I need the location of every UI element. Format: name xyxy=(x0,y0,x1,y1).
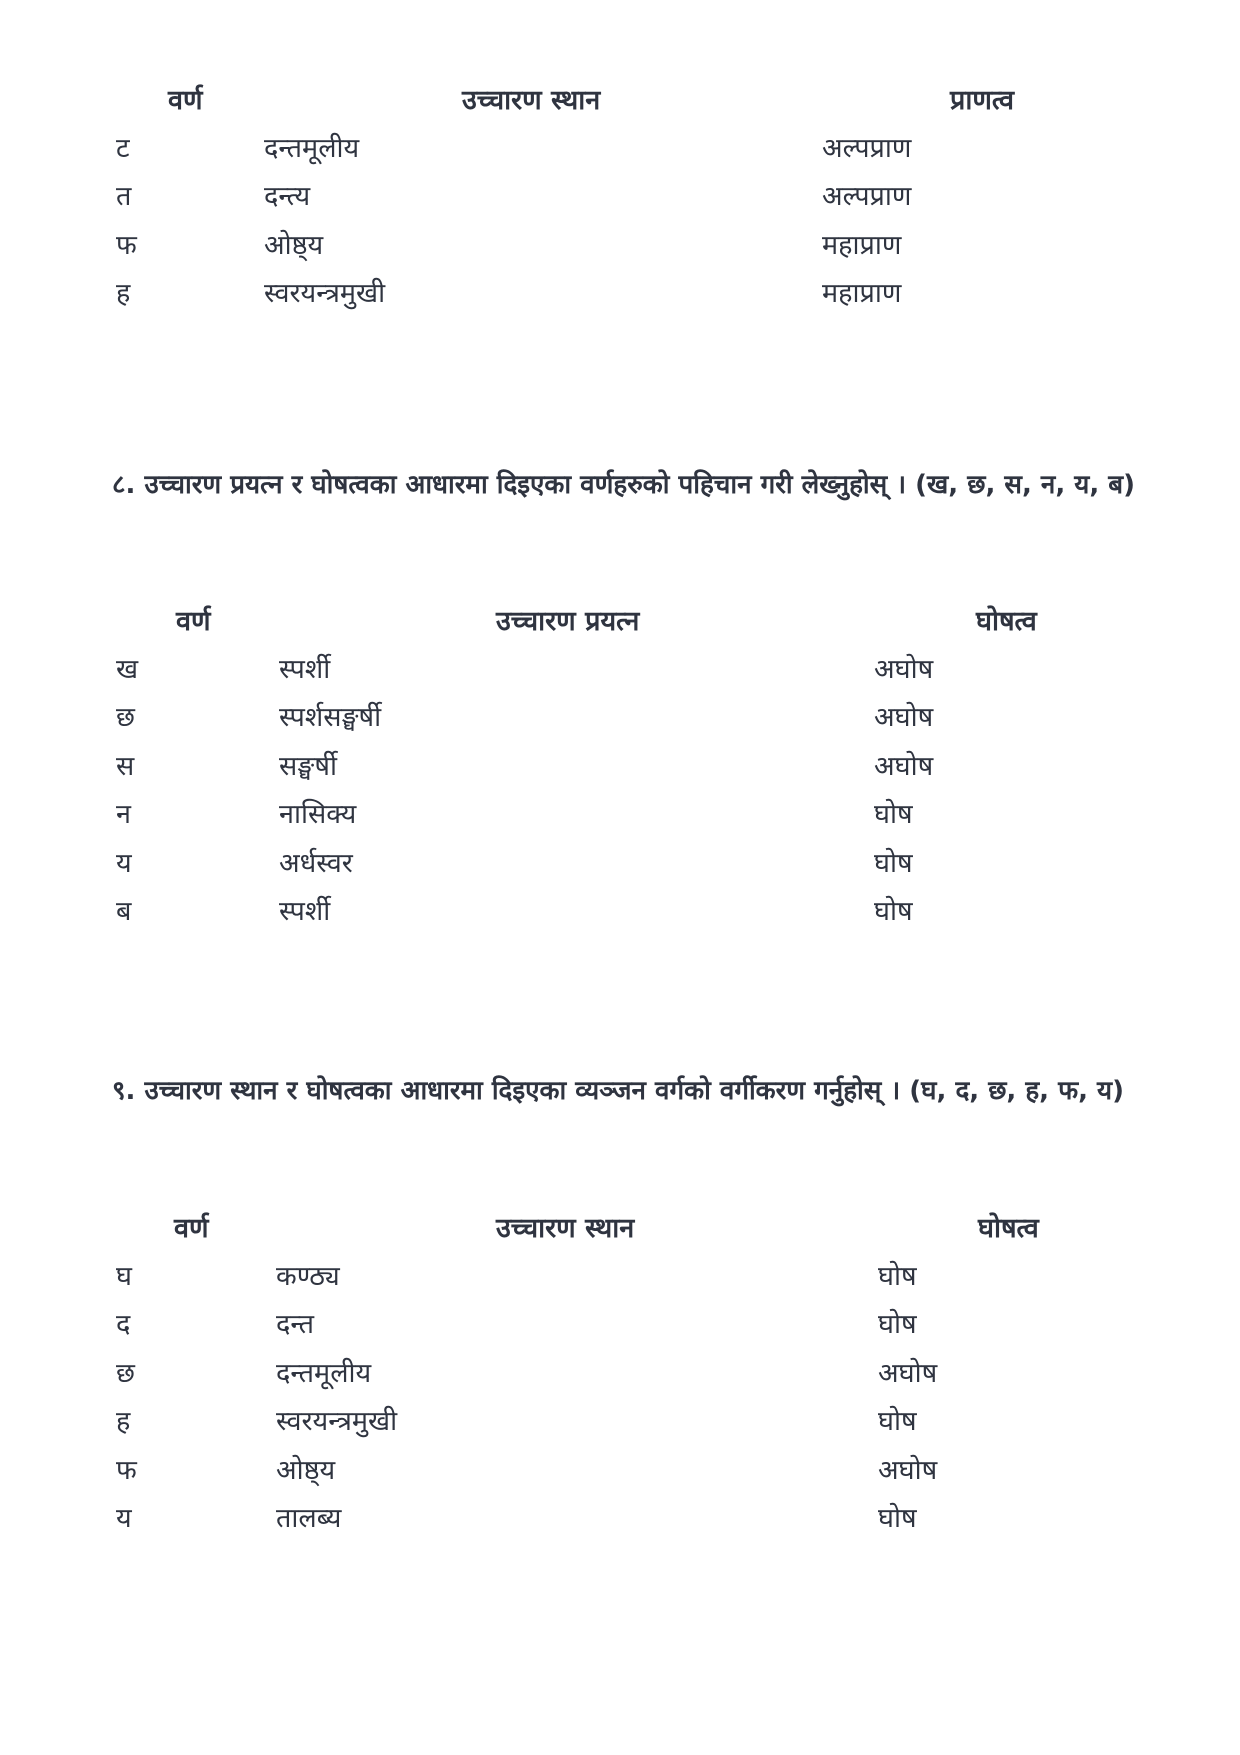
table-row xyxy=(116,794,1126,842)
header-uchcharan-sthan: उच्चारण स्थान xyxy=(462,85,601,116)
cell-varna: त xyxy=(116,181,132,213)
table-row xyxy=(116,1498,1126,1546)
cell-varna: फ xyxy=(116,1454,137,1486)
cell-sthan: दन्त xyxy=(276,1309,315,1341)
table-header xyxy=(116,1208,1126,1256)
cell-sthan: तालब्य xyxy=(276,1502,342,1534)
header-varna: वर्ण xyxy=(176,606,211,637)
table-row xyxy=(116,128,1126,176)
cell-sthan: दन्तमूलीय xyxy=(276,1357,372,1389)
cell-ghoshatva: घोष xyxy=(878,1502,917,1534)
cell-varna: द xyxy=(116,1309,131,1341)
cell-sthan: कण्ठ्य xyxy=(276,1261,340,1292)
cell-varna: य xyxy=(116,1502,132,1534)
cell-prayatna: स्पर्शी xyxy=(279,654,331,685)
table-row xyxy=(116,697,1126,745)
table-row xyxy=(116,176,1126,224)
table-header xyxy=(116,80,1126,128)
table-row xyxy=(116,843,1126,891)
cell-sthan: दन्तमूलीय xyxy=(264,133,360,164)
cell-sthan: स्वरयन्त्रमुखी xyxy=(276,1406,398,1438)
cell-varna: छ xyxy=(116,1357,135,1389)
cell-varna: ख xyxy=(116,654,139,685)
cell-varna: ब xyxy=(116,895,132,927)
cell-ghoshatva: घोष xyxy=(874,799,913,831)
table-row xyxy=(116,891,1126,939)
table-row xyxy=(116,1353,1126,1401)
table-pranatva xyxy=(116,80,1126,322)
cell-varna: ह xyxy=(116,1406,131,1438)
cell-varna: फ xyxy=(116,229,137,261)
table-row xyxy=(116,1450,1126,1498)
cell-sthan: दन्त्य xyxy=(264,181,311,213)
cell-ghoshatva: अघोष xyxy=(878,1454,938,1486)
cell-varna: न xyxy=(116,799,131,831)
table-row xyxy=(116,273,1126,321)
cell-ghoshatva: अघोष xyxy=(874,702,934,734)
cell-ghoshatva: घोष xyxy=(878,1406,917,1438)
cell-prayatna: सङ्घर्षी xyxy=(279,750,337,782)
cell-varna: य xyxy=(116,847,132,879)
cell-ghoshatva: घोष xyxy=(874,847,913,879)
cell-prayatna: नासिक्य xyxy=(279,799,357,831)
cell-sthan: ओष्ठ्य xyxy=(276,1454,336,1486)
header-pranatva: प्राणत्व xyxy=(950,85,1015,116)
cell-varna: ह xyxy=(116,278,131,310)
cell-varna: घ xyxy=(116,1261,132,1292)
cell-sthan: ओष्ठ्य xyxy=(264,229,324,261)
table-prayatna-ghoshatva xyxy=(116,601,1126,939)
cell-ghoshatva: अघोष xyxy=(874,654,934,685)
header-ghoshatva: घोषत्व xyxy=(976,606,1037,637)
cell-ghoshatva: घोष xyxy=(878,1309,917,1341)
cell-varna: स xyxy=(116,750,135,782)
header-varna: वर्ण xyxy=(174,1213,209,1244)
cell-pranatva: अल्पप्राण xyxy=(822,133,912,164)
table-row xyxy=(116,1256,1126,1304)
table-row xyxy=(116,1304,1126,1352)
table-header xyxy=(116,601,1126,649)
cell-varna: छ xyxy=(116,702,135,734)
question-9: ९. उच्चारण स्थान र घोषत्वका आधारमा दिइएका व्यञ्जन वर्गको वर्गीकरण गर्नुहोस् । (घ, द, छ, ह, फ, य) xyxy=(112,1076,1125,1106)
cell-prayatna: स्पर्शी xyxy=(279,895,331,927)
cell-ghoshatva: अघोष xyxy=(874,750,934,782)
cell-pranatva: महाप्राण xyxy=(822,229,902,261)
cell-ghoshatva: घोष xyxy=(878,1261,917,1292)
cell-varna: ट xyxy=(116,133,130,164)
table-row xyxy=(116,649,1126,697)
header-varna: वर्ण xyxy=(168,85,203,116)
header-ghoshatva: घोषत्व xyxy=(978,1213,1039,1244)
header-uchcharan-sthan: उच्चारण स्थान xyxy=(496,1213,635,1244)
cell-sthan: स्वरयन्त्रमुखी xyxy=(264,278,386,310)
table-sthan-ghoshatva xyxy=(116,1208,1126,1546)
table-row xyxy=(116,746,1126,794)
cell-prayatna: स्पर्शसङ्घर्षी xyxy=(279,702,382,734)
table-row xyxy=(116,225,1126,273)
question-8: ८. उच्चारण प्रयत्न र घोषत्वका आधारमा दिइएका वर्णहरुको पहिचान गरी लेख्नुहोस् । (ख, छ, स, न, य, ब) xyxy=(112,470,1135,500)
table-row xyxy=(116,1401,1126,1449)
cell-pranatva: महाप्राण xyxy=(822,278,902,310)
cell-pranatva: अल्पप्राण xyxy=(822,181,912,213)
cell-prayatna: अर्धस्वर xyxy=(279,847,353,879)
cell-ghoshatva: घोष xyxy=(874,895,913,927)
cell-ghoshatva: अघोष xyxy=(878,1357,938,1389)
header-uchcharan-prayatna: उच्चारण प्रयत्न xyxy=(496,606,640,637)
